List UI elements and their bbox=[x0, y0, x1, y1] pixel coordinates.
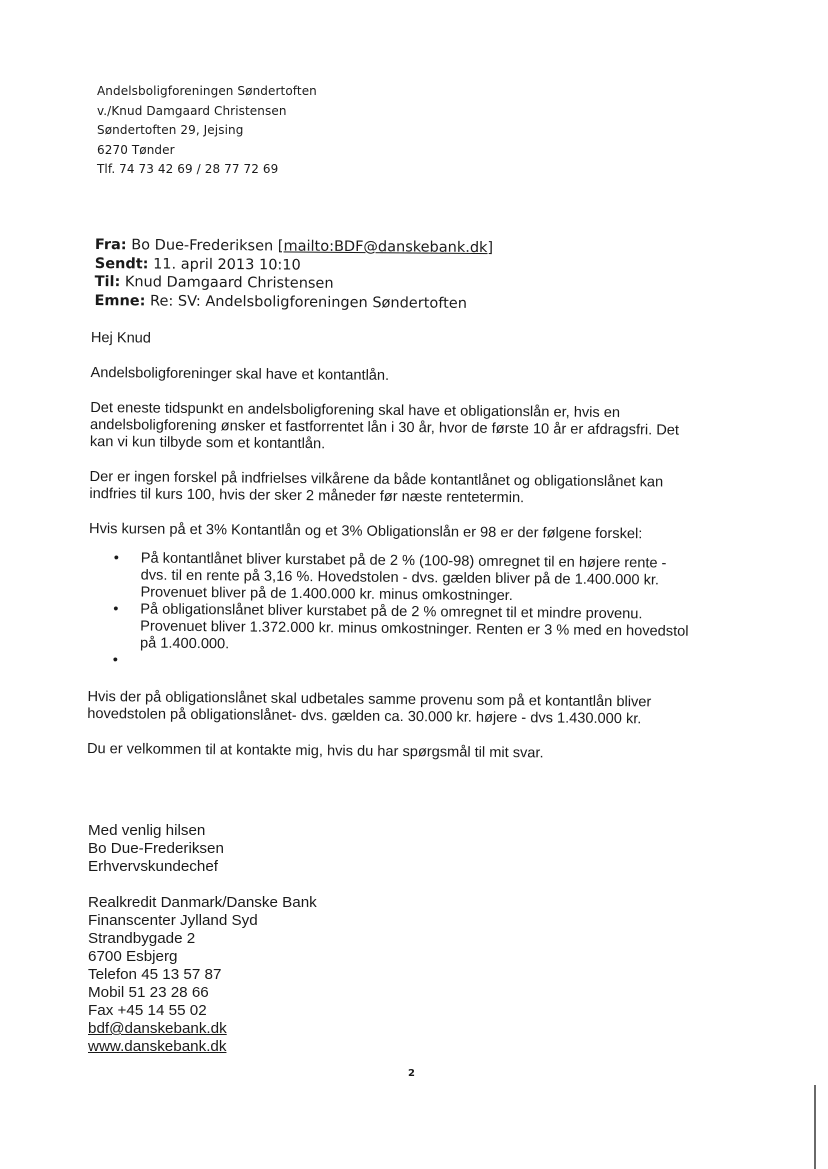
p3-line-2: indfries til kurs 100, hvis der sker 2 måneder før næste rentetermin. bbox=[89, 485, 525, 507]
bullet-icon: • bbox=[113, 550, 119, 567]
paragraph-redemption-terms bbox=[89, 469, 759, 509]
paragraph-cash-loan: Andelsboligforeninger skal have et kontantlån. bbox=[90, 364, 390, 384]
sent-label: Sendt: bbox=[94, 255, 149, 272]
email-from-row bbox=[95, 236, 493, 258]
difference-list bbox=[88, 550, 759, 675]
sender-line-city: 6270 Tønder bbox=[97, 142, 175, 157]
signature-fax: Fax +45 14 55 02 bbox=[88, 1002, 207, 1019]
bullet1-line-2: dvs. til en rente på 3,16 %. Hovedstolen - dvs. gælden bliver på de 1.400.000 kr. bbox=[140, 567, 660, 589]
bullet2-line-1: På obligationslånet bliver kurstabet på de 2 % omregnet til et mindre provenu. bbox=[140, 601, 643, 623]
paragraph-difference-intro: Hvis kursen på et 3% Kontantlån og et 3% Obligationslån er 98 er der følgene forskel: bbox=[89, 520, 643, 543]
sender-line-organization: Andelsboligforeningen Søndertoften bbox=[97, 84, 317, 98]
to-value: Knud Damgaard Christensen bbox=[124, 274, 334, 292]
subject-value: Re: SV: Andelsboligforeningen Søndertoften bbox=[150, 292, 467, 312]
bullet-icon: • bbox=[113, 601, 119, 618]
p5-line-1: Hvis der på obligationslånet skal udbetales samme provenu som på et kontantlån bliver bbox=[87, 688, 652, 711]
sent-value: 11. april 2013 10:10 bbox=[153, 255, 301, 274]
bullet2-line-2: Provenuet bliver 1.372.000 kr. minus omkostninger. Renten er 3 % med en hovedstol bbox=[140, 618, 689, 640]
signature-title: Erhvervskundechef bbox=[88, 858, 219, 875]
paragraph-equal-proceeds bbox=[87, 689, 757, 729]
signature-city: 6700 Esbjerg bbox=[88, 948, 178, 965]
p3-line-1: Der er ingen forskel på indfrielses vilkårene da både kontantlånet og obligationslånet kan bbox=[89, 468, 664, 491]
p2-line-3: kan vi kun tilbyde som et kontantlån. bbox=[89, 433, 326, 453]
sender-address-block bbox=[97, 82, 317, 180]
bullet1-line-3: Provenuet bliver på de 1.400.000 kr. minus omkostninger. bbox=[140, 584, 513, 605]
email-header bbox=[94, 236, 493, 313]
sender-line-street: Søndertoften 29, Jejsing bbox=[97, 123, 244, 137]
page-number: 2 bbox=[408, 1068, 415, 1079]
paragraph-bond-loan-timing bbox=[90, 400, 760, 457]
bullet1-line-1: På kontantlånet bliver kurstabet på de 2 % (100-98) omregnet til en højere rente - bbox=[140, 550, 667, 572]
signature-block bbox=[88, 822, 317, 1056]
signature-street: Strandbygade 2 bbox=[88, 930, 196, 947]
signature-website-link[interactable]: www.danskebank.dk bbox=[88, 1038, 227, 1055]
from-label: Fra: bbox=[94, 236, 127, 254]
greeting: Hej Knud bbox=[90, 330, 152, 347]
from-value: Bo Due-Frederiksen bbox=[131, 237, 274, 255]
subject-label: Emne: bbox=[94, 292, 146, 309]
signature-phone: Telefon 45 13 57 87 bbox=[88, 966, 222, 983]
signature-closing: Med venlig hilsen bbox=[88, 822, 206, 839]
bullet2-line-3: på 1.400.000. bbox=[139, 635, 230, 653]
bullet-icon: • bbox=[112, 652, 119, 669]
list-item-bond-loan bbox=[88, 601, 758, 658]
signature-email-link[interactable]: bdf@danskebank.dk bbox=[88, 1020, 227, 1037]
signature-department: Finanscenter Jylland Syd bbox=[88, 912, 258, 929]
scan-edge-line bbox=[814, 1085, 816, 1169]
signature-spacer bbox=[88, 876, 317, 894]
signature-mobile: Mobil 51 23 28 66 bbox=[88, 984, 209, 1001]
from-mailto-link[interactable]: [mailto:BDF@danskebank.dk] bbox=[277, 238, 494, 257]
p2-line-1: Det eneste tidspunkt en andelsboligforening skal have et obligationslån er, hvis en bbox=[90, 399, 621, 422]
p2-line-2: andelsboligforening ønsker et fastforrentet lån i 30 år, hvor de første 10 år er afdragsfri. Det bbox=[90, 416, 680, 439]
list-item-cash-loan bbox=[88, 550, 758, 607]
sender-line-phone: Tlf. 74 73 42 69 / 28 77 72 69 bbox=[97, 162, 279, 176]
paragraph-contact-invitation: Du er velkommen til at kontakte mig, hvis du har spørgsmål til mit svar. bbox=[86, 740, 544, 762]
sender-line-contact: v./Knud Damgaard Christensen bbox=[97, 103, 287, 118]
signature-company: Realkredit Danmark/Danske Bank bbox=[88, 894, 317, 911]
email-subject-row bbox=[94, 291, 492, 313]
to-label: Til: bbox=[94, 273, 121, 291]
signature-name: Bo Due-Frederiksen bbox=[88, 840, 224, 857]
p5-line-2: hovedstolen på obligationslånet- dvs. gælden ca. 30.000 kr. højere - dvs 1.430.000 kr. bbox=[87, 705, 642, 728]
email-to-row bbox=[95, 273, 493, 295]
email-body bbox=[87, 330, 761, 764]
